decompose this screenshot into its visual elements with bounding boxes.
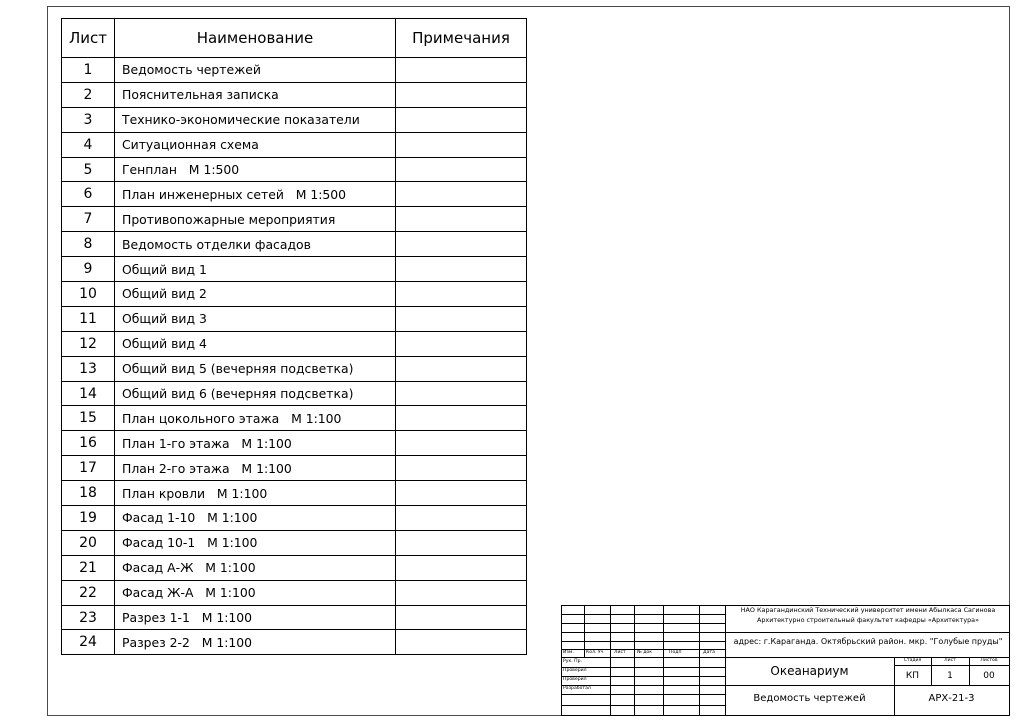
stamp-stage-value: КП — [905, 671, 920, 681]
sheet-note — [396, 132, 527, 157]
table-row — [62, 406, 527, 431]
table-row — [62, 506, 527, 531]
table-row — [62, 630, 527, 655]
sheet-name: Ситуационная схема — [115, 132, 396, 157]
table-row — [62, 107, 527, 132]
table-row — [62, 356, 527, 381]
title-block — [561, 605, 1010, 716]
sheet-note — [396, 232, 527, 257]
sheet-note — [396, 182, 527, 207]
table-row — [62, 530, 527, 555]
sheet-number: 15 — [62, 406, 115, 431]
stamp-role-prov2: Проверил — [563, 677, 587, 682]
table-row — [62, 331, 527, 356]
sheet-name: Ведомость отделки фасадов — [115, 232, 396, 257]
stamp-sheets-total: 00 — [983, 671, 995, 681]
table-header-row — [62, 19, 527, 58]
sheet-note — [396, 282, 527, 307]
sheet-name: Фасад А-Ж М 1:100 — [115, 555, 396, 580]
table-row — [62, 555, 527, 580]
sheet-note — [396, 356, 527, 381]
table-row — [62, 182, 527, 207]
sheet-note — [396, 58, 527, 83]
sheet-name: Общий вид 1 — [115, 257, 396, 282]
sheet-number: 16 — [62, 431, 115, 456]
sheet-number: 18 — [62, 481, 115, 506]
sheet-name: Общий вид 6 (вечерняя подсветка) — [115, 381, 396, 406]
sheet-name: Общий вид 3 — [115, 306, 396, 331]
stamp-address: адрес: г.Караганда. Октябрьский район. мкр. "Голубые пруды" — [733, 637, 1003, 646]
stamp-role-ruk: Рук. Пр. — [563, 659, 583, 664]
sheet-name: Фасад 10-1 М 1:100 — [115, 530, 396, 555]
stamp-col-date: Дата — [703, 650, 715, 655]
sheet-name: План 2-го этажа М 1:100 — [115, 456, 396, 481]
sheet-name: Разрез 1-1 М 1:100 — [115, 605, 396, 630]
sheet-number: 7 — [62, 207, 115, 232]
sheet-name: Пояснительная записка — [115, 82, 396, 107]
stamp-col-podp: Подп — [669, 650, 682, 655]
table-row — [62, 282, 527, 307]
sheet-number: 17 — [62, 456, 115, 481]
sheet-name: Общий вид 4 — [115, 331, 396, 356]
sheet-note — [396, 630, 527, 655]
sheet-name: Общий вид 5 (вечерняя подсветка) — [115, 356, 396, 381]
sheet-number: 8 — [62, 232, 115, 257]
sheet-note — [396, 580, 527, 605]
table-row — [62, 580, 527, 605]
sheet-note — [396, 506, 527, 531]
stamp-role-razr: Разработал — [563, 686, 591, 691]
stamp-sheet-title: Ведомость чертежей — [753, 693, 866, 704]
sheet-name: Ведомость чертежей — [115, 58, 396, 83]
stamp-lists-label: Листов — [980, 658, 998, 663]
sheet-note — [396, 107, 527, 132]
stamp-project-name: Океанариум — [770, 664, 849, 678]
sheet-name: Противопожарные мероприятия — [115, 207, 396, 232]
sheet-note — [396, 456, 527, 481]
sheet-number: 6 — [62, 182, 115, 207]
sheet-name: Фасад Ж-А М 1:100 — [115, 580, 396, 605]
sheet-note — [396, 605, 527, 630]
stamp-list-label: Лист — [944, 658, 956, 663]
sheet-number: 21 — [62, 555, 115, 580]
sheet-number: 13 — [62, 356, 115, 381]
sheet-name: Общий вид 2 — [115, 282, 396, 307]
stamp-sheet-number: 1 — [947, 671, 953, 681]
sheet-number: 5 — [62, 157, 115, 182]
table-row — [62, 207, 527, 232]
sheet-number: 20 — [62, 530, 115, 555]
sheet-number: 12 — [62, 331, 115, 356]
table-row — [62, 157, 527, 182]
table-row — [62, 481, 527, 506]
sheet-number: 23 — [62, 605, 115, 630]
sheet-note — [396, 530, 527, 555]
sheet-number: 22 — [62, 580, 115, 605]
sheet-number: 3 — [62, 107, 115, 132]
table-row — [62, 431, 527, 456]
sheet-number: 2 — [62, 82, 115, 107]
table-row — [62, 82, 527, 107]
sheet-note — [396, 207, 527, 232]
table-row — [62, 605, 527, 630]
sheet-number: 14 — [62, 381, 115, 406]
sheet-name: План цокольного этажа М 1:100 — [115, 406, 396, 431]
table-row — [62, 58, 527, 83]
sheet-name: Технико-экономические показатели — [115, 107, 396, 132]
sheet-name: Разрез 2-2 М 1:100 — [115, 630, 396, 655]
stamp-col-doc: № док — [637, 650, 652, 655]
table-row — [62, 306, 527, 331]
sheet-name: Генплан М 1:500 — [115, 157, 396, 182]
sheet-name: План кровли М 1:100 — [115, 481, 396, 506]
sheet-note — [396, 406, 527, 431]
drawings-list-table — [61, 18, 527, 655]
stamp-col-list: Лист — [614, 650, 626, 655]
table-row — [62, 132, 527, 157]
sheet-note — [396, 82, 527, 107]
header-name: Наименование — [115, 19, 396, 58]
sheet-name: План инженерных сетей М 1:500 — [115, 182, 396, 207]
sheet-note — [396, 431, 527, 456]
sheet-name: План 1-го этажа М 1:100 — [115, 431, 396, 456]
stamp-col-izm: Изм. — [563, 650, 574, 655]
stamp-org-line2: Архитектурно строительный факультет кафедры «Архитектура» — [756, 616, 979, 624]
stamp-col-kol: Кол. Уч — [586, 650, 604, 655]
table-row — [62, 381, 527, 406]
table-row — [62, 232, 527, 257]
sheet-number: 19 — [62, 506, 115, 531]
sheet-note — [396, 306, 527, 331]
table-row — [62, 257, 527, 282]
sheet-number: 4 — [62, 132, 115, 157]
sheet-note — [396, 331, 527, 356]
sheet-number: 9 — [62, 257, 115, 282]
sheet-number: 11 — [62, 306, 115, 331]
header-notes: Примечания — [396, 19, 527, 58]
sheet-number: 1 — [62, 58, 115, 83]
sheet-note — [396, 555, 527, 580]
stamp-document-code: АРХ-21-3 — [928, 693, 975, 704]
header-sheet: Лист — [62, 19, 115, 58]
sheet-note — [396, 157, 527, 182]
sheet-name: Фасад 1-10 М 1:100 — [115, 506, 396, 531]
stamp-org-line1: НАО Карагандинский Технический университет имени Абылкаса Сагинова — [740, 606, 996, 614]
sheet-note — [396, 381, 527, 406]
sheet-number: 10 — [62, 282, 115, 307]
table-row — [62, 456, 527, 481]
sheet-number: 24 — [62, 630, 115, 655]
stamp-stage-label: Стадия — [903, 658, 922, 663]
sheet-note — [396, 257, 527, 282]
sheet-note — [396, 481, 527, 506]
stamp-role-prov1: Проверил — [563, 668, 587, 673]
